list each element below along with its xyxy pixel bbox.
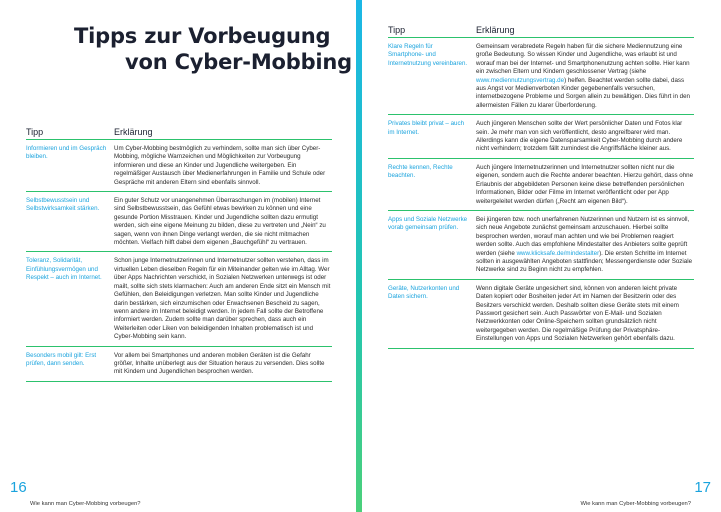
page-footer: Wie kann man Cyber-Mobbing vorbeugen?: [580, 501, 691, 507]
explanation-cell: Auch jüngere Internetnutzerinnen und Internetnutzer sollten nicht nur die eigenen, sondern auch die Rechte anderer beachten. Hierzu gehört, dass ohne Erlaubnis der abgebildeten Personen keine diese betreffenden persönlichen Informationen, Bilder oder Filme im Internet veröffentlicht oder per App weitergeleitet werden dürfen („Recht am eigenen Bild“).: [476, 163, 694, 205]
explanation-text: ) helfen. Beachtet werden sollte dabei, dass aus Angst vor Medienverboten Kinder gegebenenfalls versuchen, internetbezogene Probleme und Sorgen allein zu bewältigen. Dies führt in den allermeisten Fällen zu klarer Überforderung.: [476, 76, 690, 109]
column-header-erklaerung: Erklärung: [114, 127, 153, 137]
table-row: [388, 280, 694, 349]
tip-cell: Privates bleibt privat – auch im Internet.: [388, 120, 465, 136]
explanation-cell: Auch jüngeren Menschen sollte der Wert persönlicher Daten und Fotos klar sein. Je mehr man von sich veröffentlicht, desto angreifbarer wird man. Allerdings kann die eigene Datensparsamkeit Cyber-Mobbing durch andere nicht verhindern; trotzdem fällt zumindest die Angriffsfläche kleiner aus.: [476, 120, 683, 153]
tip-cell: Informieren und im Gespräch bleiben.: [26, 145, 107, 161]
explanation-cell: Um Cyber-Mobbing bestmöglich zu verhindern, sollte man sich über Cyber-Mobbing, mögliche Warnzeichen und Möglichkeiten zur Vorbeugung informieren und diese an Kinder und Jugendliche weitergeben. Ein regelmäßiger Austausch über Medienerfahrungen in Familie und Schule oder Gespräche mit anderen Eltern sind ebenfalls sinnvoll.: [114, 145, 326, 186]
table-row: [388, 115, 694, 159]
table-row: [26, 347, 332, 382]
left-page: [0, 0, 356, 512]
page-title-line-1: Tipps zur Vorbeugung: [74, 24, 331, 48]
explanation-text: Gemeinsam verabredete Regeln haben für die sichere Mediennutzung eine große Bedeutung. So wissen Kinder und Jugendliche, was erlaubt ist und worauf man bei der Internet- und Smartphonenutzung achten sollte. Hier kann ein zwischen Eltern und Kindern geschlossener Vertrag (siehe: [476, 43, 690, 76]
tip-cell: Rechte kennen, Rechte beachten.: [388, 163, 453, 180]
table-row: [26, 192, 332, 252]
tips-table-left: [26, 124, 332, 382]
page-footer: Wie kann man Cyber-Mobbing vorbeugen?: [30, 501, 141, 507]
tip-cell: Toleranz, Solidarität, Einfühlungsvermögen und Respekt – auch im Internet.: [26, 257, 102, 282]
column-header-tipp: Tipp: [26, 127, 44, 137]
explanation-cell: Schon junge Internetnutzerinnen und Internetnutzer sollten verstehen, dass im virtuellen Leben dieselben Regeln für ein Miteinander gelten wie im Alltag. Wer über Apps Nachrichten verschickt, in Sozialen Netzwerken unterwegs ist oder mailt, sollte sich stets klarmachen: Auch am anderen Ende sitzt ein Mensch mit Gefühlen, den Beleidigungen verletzen. Man sollte Kinder und Jugendliche darin bestärken, sich einzumischen oder Erwachsenen Bescheid zu sagen, wenn andere im Internet beleidigt werden. In jedem Fall sollte der Betroffene informiert werden. Zudem sollte man darüber sprechen, dass auch ein Weiterleiten oder Liken von beleidigenden Inhalten problematisch ist und Cyber-Mobbing sein kann.: [114, 257, 331, 341]
page-number: 16: [10, 479, 27, 496]
tip-cell: Geräte, Nutzerkonten und Daten sichern.: [388, 284, 460, 301]
table-header: [388, 22, 694, 38]
contract-link[interactable]: www.mediennutzungsvertrag.de: [476, 76, 565, 84]
explanation-cell: [476, 211, 694, 279]
table-row: [388, 159, 694, 211]
tips-table-right: [388, 22, 694, 349]
explanation-cell: Vor allem bei Smartphones und anderen mobilen Geräten ist die Gefahr größer, Inhalte unüberlegt aus der Situation heraus zu versenden. Dies sollte mit Kindern und Jugendlichen besprochen werden.: [114, 351, 325, 376]
table-row: [26, 140, 332, 192]
explanation-text: ). Die ersten Schritte im Internet sollten in ausgewählten Angeboten stattfinden; Messengerdienste oder Soziale Netzwerke sind zu Beginn nicht zu empfehlen.: [476, 249, 693, 274]
column-header-tipp: Tipp: [388, 25, 406, 35]
min-age-link[interactable]: www.klicksafe.de/mindestalter: [516, 249, 600, 257]
tip-cell: Selbstbewusstsein und Selbstwirksamkeit stärken.: [26, 197, 100, 213]
column-header-erklaerung: Erklärung: [476, 25, 515, 35]
explanation-text: Bei jüngeren bzw. noch unerfahrenen Nutzerinnen und Nutzern ist es sinnvoll, sich neue Angebote zunächst gemeinsam anzuschauen. Hierbei sollte besprochen werden, worauf man achten und wie bei Problemen reagiert werden sollte. Auch das empfohlene Mindestalter des Anbieters sollte geprüft werden (siehe: [476, 215, 690, 257]
page-number: 17: [694, 479, 711, 496]
table-header: [26, 124, 332, 140]
tip-cell: Besonders mobil gilt: Erst prüfen, dann senden.: [26, 351, 97, 367]
table-row: [388, 211, 694, 280]
explanation-cell: [476, 38, 694, 114]
page-title-line-2: von Cyber-Mobbing: [125, 50, 352, 74]
table-row: [26, 252, 332, 346]
explanation-cell: Ein guter Schutz vor unangenehmen Überraschungen im (mobilen) Internet sind Selbstbewusstsein, das Gefühl etwas bewirken zu können und eine gesunde Portion Misstrauen. Kinder und Jugendliche sollten dazu ermutigt werden, sich eine eigene Meinung zu bilden, diese zu vertreten und „Nein“ zu sagen, wenn von ihnen Dinge verlangt werden, die sie nicht mitmachen möchten. Vielfach hilft dabei dem eigenen „Bauchgefühl“ zu vertrauen.: [114, 197, 326, 247]
tip-cell: Apps und Soziale Netzwerke vorab gemeinsam prüfen.: [388, 215, 468, 232]
tip-cell: Klare Regeln für Smartphone- und Internetnutzung vereinbaren.: [388, 43, 468, 67]
right-page: [362, 0, 721, 512]
table-row: [388, 38, 694, 115]
explanation-cell: Wenn digitale Geräte ungesichert sind, können von anderen leicht private Daten kopiert oder Bosheiten jeder Art im Namen der Besitzerin oder des Besitzers verschickt werden. Deshalb sollten diese Geräte stets mit einem Passwort gesichert sein. Auch Passwörter von E-Mail- und Sozialen Netzwerkkonten oder Online-Speichern sollten grundsätzlich nicht weitergegeben werden. Die regelmäßige Prüfung der Privatsphäre-Einstellungen von Apps und Sozialen Netzwerken gehört ebenfalls dazu.: [476, 284, 679, 343]
